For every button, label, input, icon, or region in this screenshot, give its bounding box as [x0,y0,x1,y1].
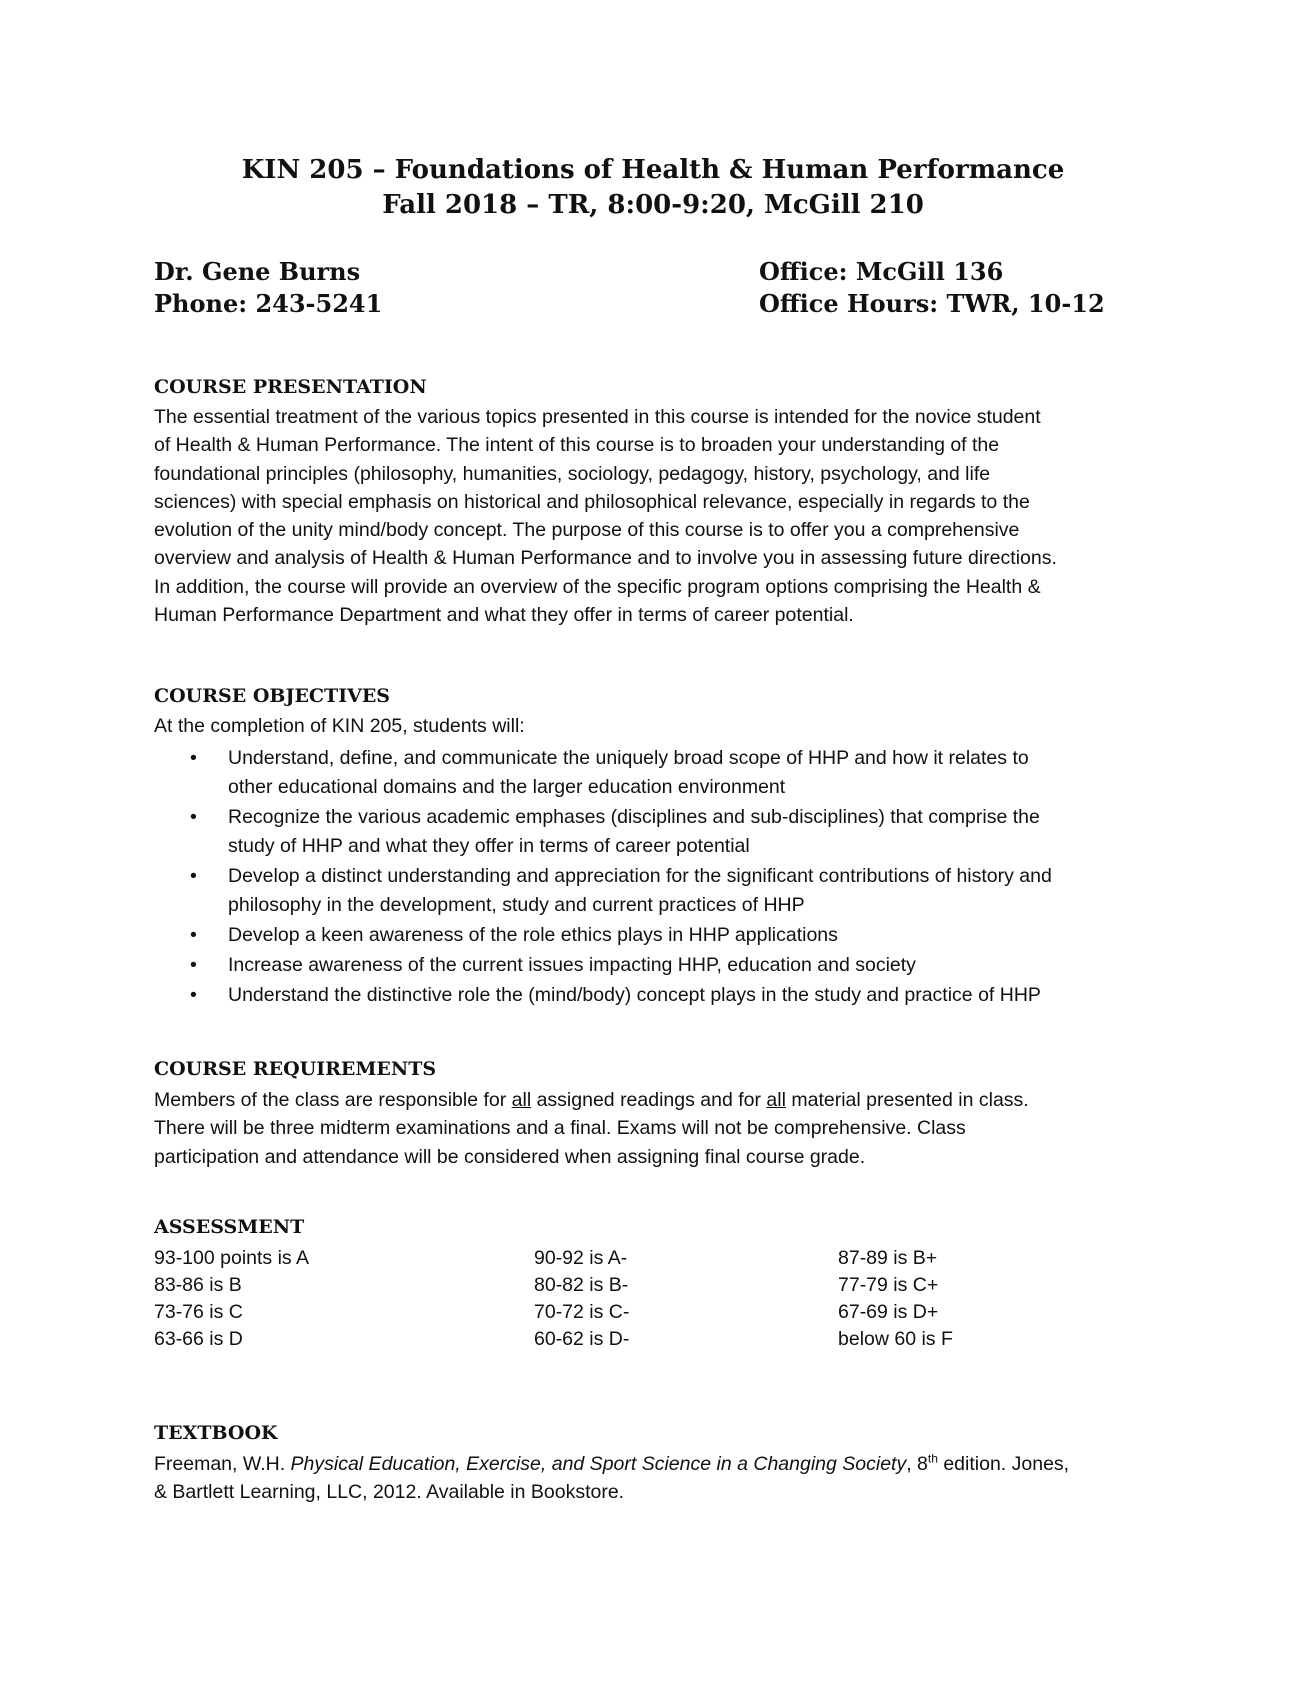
grade-entry: 67-69 is D+ [838,1301,939,1323]
objective-text: Develop a distinct understanding and appreciation for the significant contributions of history and [228,865,1052,887]
bullet-icon: • [190,806,197,828]
objective-item [154,862,1154,920]
grade-entry: 83-86 is B [154,1274,242,1296]
bullet-icon: • [190,747,197,769]
presentation-paragraph [154,403,1134,629]
objective-item [154,951,1154,980]
instructor-office-hours: Office Hours: TWR, 10-12 [759,289,1105,318]
textbook-heading: TEXTBOOK [154,1422,278,1444]
bullet-icon: • [190,865,197,887]
grade-entry: 60-62 is D- [534,1328,630,1350]
objective-text: Recognize the various academic emphases (disciplines and sub-disciplines) that comprise the [228,806,1040,828]
course-schedule: Fall 2018 – TR, 8:00-9:20, McGill 210 [382,190,924,220]
grade-entry: below 60 is F [838,1328,953,1350]
presentation-line: The essential treatment of the various topics presented in this course is intended for the novice student [154,406,1041,428]
presentation-line: Human Performance Department and what they offer in terms of career potential. [154,604,854,627]
objective-item [154,803,1154,861]
requirements-heading: COURSE REQUIREMENTS [154,1058,437,1080]
textbook-citation [154,1450,1134,1507]
objectives-list [154,744,1154,1011]
textbook-line: Freeman, W.H. Physical Education, Exercise, and Sport Science in a Changing Society, 8th edition. Jones, [154,1451,1070,1475]
objectives-heading: COURSE OBJECTIVES [154,685,391,707]
objective-item [154,981,1154,1010]
objective-text: Develop a keen awareness of the role ethics plays in HHP applications [228,924,838,946]
presentation-line: overview and analysis of Health & Human Performance and to involve you in assessing future directions. [154,547,1057,570]
objective-text: other educational domains and the larger education environment [228,776,786,798]
requirements-line: participation and attendance will be considered when assigning final course grade. [154,1145,866,1168]
textbook-line: & Bartlett Learning, LLC, 2012. Available in Bookstore. [154,1481,625,1504]
bullet-icon: • [190,924,197,946]
objective-text: Increase awareness of the current issues impacting HHP, education and society [228,954,916,976]
grade-entry: 63-66 is D [154,1328,243,1350]
grade-entry: 93-100 points is A [154,1247,310,1269]
emphasis-all: all [511,1089,532,1111]
grade-entry: 73-76 is C [154,1301,243,1323]
instructor-office: Office: McGill 136 [759,257,1004,286]
grade-entry: 77-79 is C+ [838,1274,939,1296]
requirements-paragraph [154,1086,1134,1171]
objectives-intro: At the completion of KIN 205, students will: [154,715,525,737]
objective-text: Understand the distinctive role the (mind/body) concept plays in the study and practice of HHP [228,984,1041,1006]
grade-entry: 70-72 is C- [534,1301,630,1323]
objective-text: study of HHP and what they offer in terms of career potential [228,835,750,857]
objective-text: philosophy in the development, study and current practices of HHP [228,894,805,916]
bullet-icon: • [190,954,197,976]
instructor-phone: Phone: 243-5241 [154,289,383,318]
objective-item [154,921,1154,950]
course-title: KIN 205 – Foundations of Health & Human Performance [241,155,1065,185]
grade-entry: 90-92 is A- [534,1247,628,1269]
presentation-line: foundational principles (philosophy, humanities, sociology, pedagogy, history, psychology, and life [154,462,991,485]
textbook-title: Physical Education, Exercise, and Sport Science in a Changing Society [290,1453,907,1475]
assessment-heading: ASSESSMENT [154,1216,305,1238]
objective-item [154,744,1154,802]
presentation-heading: COURSE PRESENTATION [154,376,427,398]
emphasis-all: all [766,1089,786,1111]
requirements-line: Members of the class are responsible for all assigned readings and for all material presented in class. [154,1089,1029,1111]
requirements-line: There will be three midterm examinations and a final. Exams will not be comprehensive. Class [154,1117,966,1140]
presentation-line: sciences) with special emphasis on historical and philosophical relevance, especially in regards to the [154,490,1030,513]
presentation-line: In addition, the course will provide an overview of the specific program options comprising the Health & [154,575,1041,598]
bullet-icon: • [190,984,197,1006]
presentation-line: evolution of the unity mind/body concept. The purpose of this course is to offer you a comprehensive [154,519,1020,542]
instructor-name: Dr. Gene Burns [154,257,361,286]
objective-text: Understand, define, and communicate the uniquely broad scope of HHP and how it relates to [228,747,1029,769]
presentation-line: of Health & Human Performance. The intent of this course is to broaden your understanding of the [154,434,1000,457]
grade-entry: 80-82 is B- [534,1274,629,1296]
grade-entry: 87-89 is B+ [838,1247,938,1269]
